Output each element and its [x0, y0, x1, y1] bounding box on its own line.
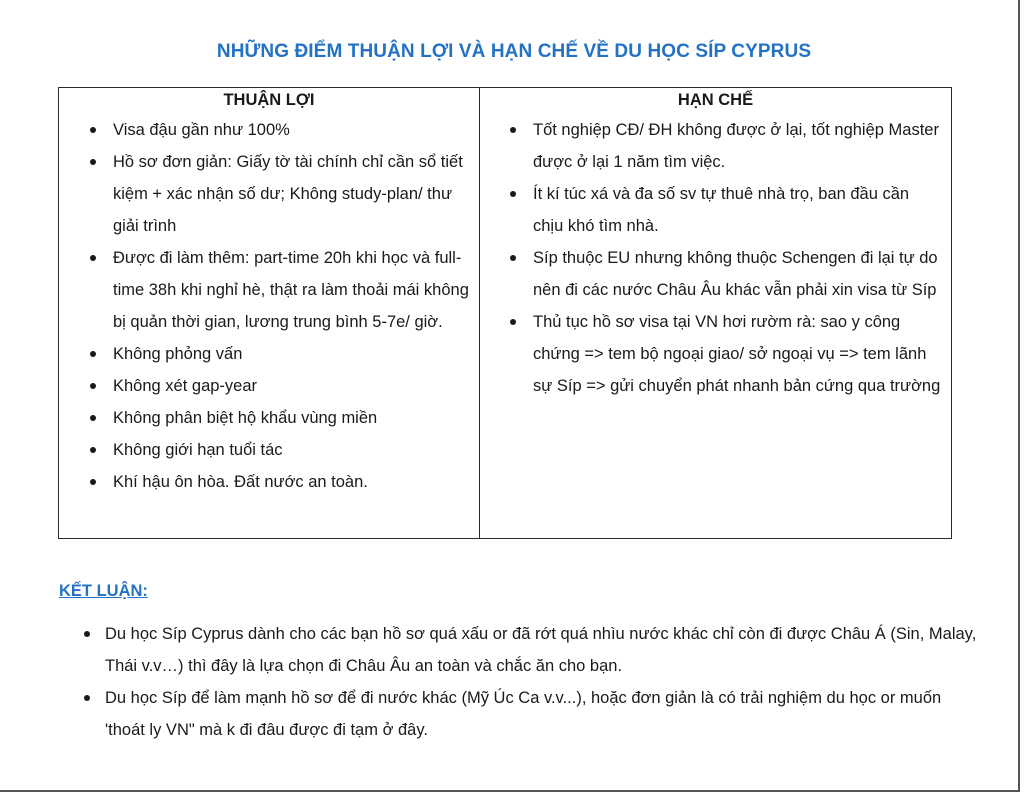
comparison-table [58, 87, 952, 539]
list-item: Tốt nghiệp CĐ/ ĐH không được ở lại, tốt nghiệp Master được ở lại 1 năm tìm việc. [480, 114, 951, 178]
disadvantages-cell [480, 114, 952, 539]
list-item: Được đi làm thêm: part-time 20h khi học và full-time 38h khi nghỉ hè, thật ra làm thoải mái không bị quản thời gian, lương trung bình 5-7e/ giờ. [59, 242, 479, 338]
page-title: NHỮNG ĐIỂM THUẬN LỢI VÀ HẠN CHẾ VỀ DU HỌC SÍP CYPRUS [216, 41, 812, 62]
list-item: Du học Síp để làm mạnh hồ sơ để đi nước khác (Mỹ Úc Ca v.v...), hoặc đơn giản là có trải nghiệm du học or muốn 'thoát ly VN" mà k đi đâu được đi tạm ở đây. [58, 682, 978, 746]
list-item: Ít kí túc xá và đa số sv tự thuê nhà trọ, ban đầu cần chịu khó tìm nhà. [480, 178, 951, 242]
disadvantages-header: HẠN CHẾ [480, 88, 952, 114]
list-item: Du học Síp Cyprus dành cho các bạn hồ sơ quá xấu or đã rớt quá nhìu nước khác chỉ còn đi được Châu Á (Sin, Malay, Thái v.v…) thì đây là lựa chọn đi Châu Âu an toàn và chắc ăn cho bạn. [58, 618, 978, 682]
advantages-header: THUẬN LỢI [59, 88, 480, 114]
list-item: Không phỏng vấn [59, 338, 479, 370]
conclusion-heading: KẾT LUẬN: [59, 582, 148, 600]
list-item: Không xét gap-year [59, 370, 479, 402]
list-item: Thủ tục hồ sơ visa tại VN hơi rườm rà: sao y công chứng => tem bộ ngoại giao/ sở ngoại vụ => tem lãnh sự Síp => gửi chuyển phát nhanh bản cứng qua trường [480, 306, 951, 402]
list-item: Khí hậu ôn hòa. Đất nước an toàn. [59, 466, 479, 498]
advantages-cell [59, 114, 480, 539]
list-item: Hồ sơ đơn giản: Giấy tờ tài chính chỉ cần sổ tiết kiệm + xác nhận số dư; Không study-plan/ thư giải trình [59, 146, 479, 242]
list-item: Không giới hạn tuổi tác [59, 434, 479, 466]
conclusion-list [58, 618, 978, 746]
list-item: Visa đậu gần như 100% [59, 114, 479, 146]
list-item: Síp thuộc EU nhưng không thuộc Schengen đi lại tự do nên đi các nước Châu Âu khác vẫn phải xin visa từ Síp [480, 242, 951, 306]
disadvantages-list [480, 114, 951, 402]
list-item: Không phân biệt hộ khẩu vùng miền [59, 402, 479, 434]
advantages-list [59, 114, 479, 498]
